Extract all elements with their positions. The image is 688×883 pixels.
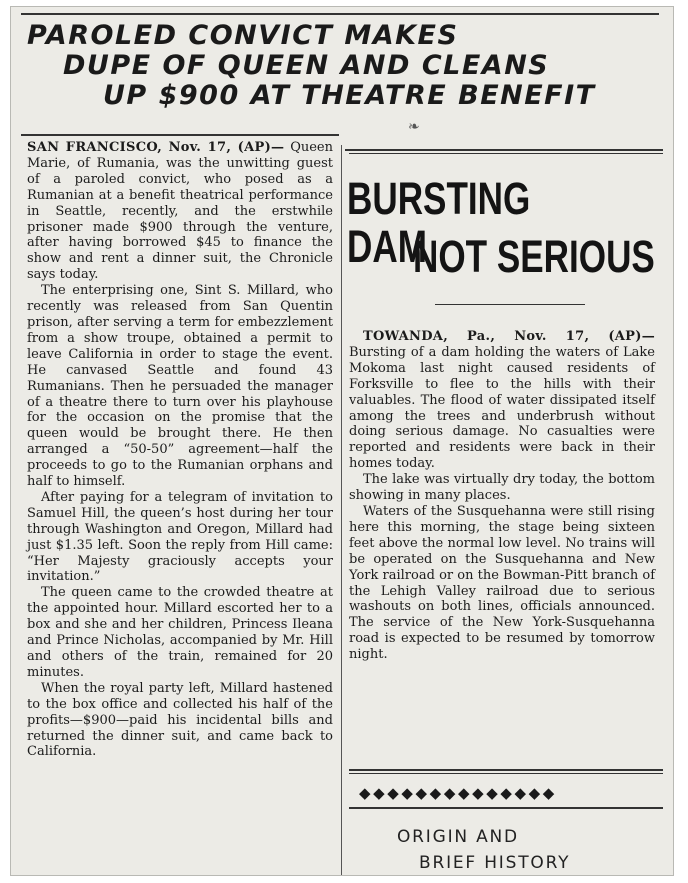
divider-rule-top bbox=[349, 769, 663, 771]
right-article-paragraph-3: Waters of the Susquehanna were still rising here this morning, the stage being sixteen feet above the normal low level. No trains will be operated on the Susquehanna and New York railroad or on the Bowman-Pitt branch of the Lehigh Valley railroad due to serious washouts on both lines, officials announced. The service of the New York-Susquehanna road is expected to be resumed by tomorrow night. bbox=[349, 503, 655, 663]
next-headline-line-2: BRIEF HISTORY bbox=[419, 853, 571, 873]
main-headline-line-3: UP $900 AT THEATRE BENEFIT bbox=[103, 80, 596, 111]
dam-headline-underline bbox=[435, 304, 585, 305]
left-article-paragraph-2: The enterprising one, Sint S. Millard, who recently was released from San Quentin prison, after serving a term for embezzlement from a show troupe, obtained a permit to leave California in order to stage the event. He canvased Seattle and found 43 Rumanians. Then he persuaded the manager of a theatre there to turn over his playhouse for the occasion on the promise that the queen would be brought there. He then arranged a “50-50” agreement—half the proceeds to go to the Rumanian orphans and half to himself. bbox=[27, 283, 333, 490]
right-article-paragraph-1: TOWANDA, Pa., Nov. 17, (AP)— Bursting of a dam holding the waters of Lake Mokoma last night caused residents of Forksville to flee to the hills with their valuables. The flood of water dissipated itself among the trees and underbrush without doing serious damage. No casualties were reported and residents were back in their homes today. bbox=[349, 329, 655, 472]
main-headline bbox=[23, 21, 663, 111]
next-headline-line-1: ORIGIN AND bbox=[397, 827, 519, 847]
divider-rule-bottom bbox=[349, 807, 663, 809]
left-article-paragraph-3: After paying for a telegram of invitation to Samuel Hill, the queen’s host during her tour through Washington and Oregon, Millard had just $1.35 left. Soon the reply from Hill came: “Her Majesty graciously accepts your invitation.” bbox=[27, 489, 333, 585]
column-divider bbox=[341, 145, 342, 875]
dam-headline-line-2: NOT SERIOUS bbox=[413, 231, 655, 282]
right-column-top-rule-thin bbox=[349, 153, 663, 154]
left-article bbox=[27, 140, 333, 760]
main-headline-line-1: PAROLED CONVICT MAKES bbox=[27, 20, 459, 51]
diamond-divider: ◆◆◆◆◆◆◆◆◆◆◆◆◆◆ bbox=[359, 784, 557, 802]
left-article-paragraph-5: When the royal party left, Millard hastened to the box office and collected his half of the profits—$900—paid his incidental bills and returned the dinner suit, and came back to California. bbox=[27, 680, 333, 760]
left-article-paragraph-4: The queen came to the crowded theatre at the appointed hour. Millard escorted her to a box and she and her children, Princess Ileana and Prince Nicholas, accompanied by Mr. Hill and others of the train, remained for 20 minutes. bbox=[27, 585, 333, 680]
divider-rule-top-thin bbox=[349, 773, 663, 774]
top-rule bbox=[21, 13, 659, 15]
dam-headline-line-1: BURSTING DAM bbox=[347, 173, 531, 272]
main-headline-line-2: DUPE OF QUEEN AND CLEANS bbox=[63, 50, 550, 81]
right-article-dateline: TOWANDA, Pa., Nov. 17, (AP)— bbox=[363, 329, 655, 344]
right-column-top-rule bbox=[345, 149, 663, 151]
right-article bbox=[349, 329, 655, 663]
right-article-paragraph-2: The lake was virtually dry today, the bottom showing in many places. bbox=[349, 472, 655, 504]
ornament-icon: ❧ bbox=[408, 119, 420, 135]
newspaper-clipping bbox=[10, 6, 674, 876]
left-article-dateline: SAN FRANCISCO, Nov. 17, (AP)— bbox=[27, 140, 285, 155]
left-column-top-rule bbox=[21, 134, 339, 136]
left-article-paragraph-1: SAN FRANCISCO, Nov. 17, (AP)— Queen Marie, of Rumania, was the unwitting guest of a paroled convict, who posed as a Rumanian at a benefit theatrical performance in Seattle, recently, and the erstwhile prisoner made $900 through the venture, after having borrowed $45 to finance the show and rent a dinner suit, the Chronicle says today. bbox=[27, 140, 333, 283]
